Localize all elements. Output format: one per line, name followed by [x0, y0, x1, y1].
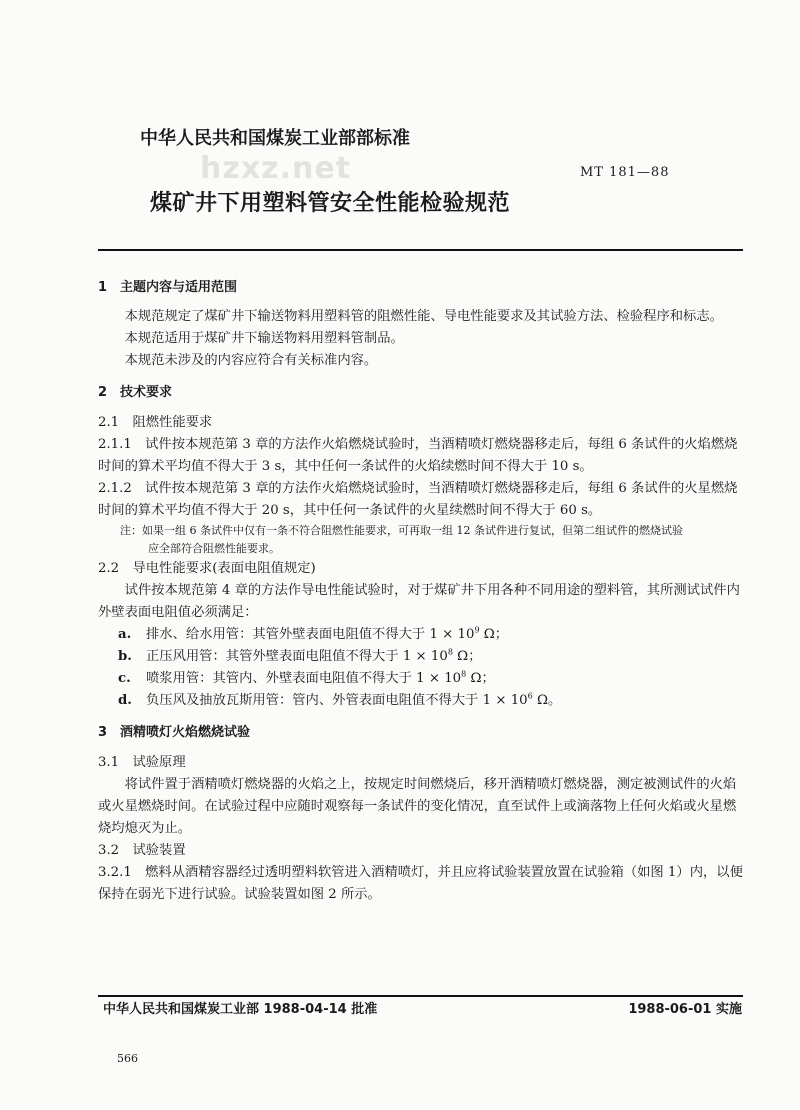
- list-text: 负压风及抽放瓦斯用管：管内、外管表面电阻值不得大于 1 × 10: [146, 693, 528, 708]
- list-key: b.: [118, 649, 132, 664]
- list-end: Ω；: [466, 671, 495, 686]
- standard-code: MT 181—88: [580, 165, 670, 180]
- paragraph: 2.1.2 试件按本规范第 3 章的方法作火焰燃烧试验时，当酒精喷灯燃烧器移走后，每组 6 条试件的火星燃烧时间的算术平均值不得大于 20 s，其中任何一条试件的火星续燃时间不得大于 60 s。: [98, 481, 738, 518]
- paragraph: 本规范适用于煤矿井下输送物料用塑料管制品。: [124, 331, 404, 346]
- paragraph: 将试件置于酒精喷灯燃烧器的火焰之上，按规定时间燃烧后，移开酒精喷灯燃烧器，测定被测试件的火焰或火星燃烧时间。在试验过程中应随时观察每一条试件的变化情况，直至试件上或滴落物上任何火焰或火星燃烧均熄灭为止。: [98, 777, 737, 836]
- watermark: hzxz.net: [200, 151, 352, 186]
- list-end: Ω；: [479, 627, 509, 642]
- list-text: 排水、给水用管：其管外壁表面电阻值不得大于 1 × 10: [146, 627, 475, 642]
- list-item: [98, 646, 744, 668]
- note: 注：如果一组 6 条试件中仅有一条不符合阻燃性能要求，可再取一组 12 条试件进行复试，但第二组试件的燃烧试验: [120, 524, 683, 537]
- effective-date: 1988-06-01 实施: [628, 1002, 742, 1017]
- paragraph: 本规范未涉及的内容应符合有关标准内容。: [124, 353, 378, 368]
- list-text: 喷浆用管：其管内、外壁表面电阻值不得大于 1 × 10: [146, 671, 462, 686]
- exponent: 8: [447, 647, 453, 657]
- list-key: a.: [118, 627, 132, 642]
- section-1: [98, 277, 744, 372]
- section-1-heading: 1 主题内容与适用范围: [98, 280, 238, 295]
- footer-rule: [98, 995, 743, 997]
- paragraph: 试件按本规范第 4 章的方法作导电性能试验时，对于煤矿井下用各种不同用途的塑料管，其所测试试件内外壁表面电阻值必须满足：: [98, 583, 740, 620]
- paragraph: 3.2.1 燃料从酒精容器经过透明塑料软管进入酒精喷灯，并且应将试验装置放置在试验箱（如图 1）内，以便保持在弱光下进行试验。试验装置如图 2 所示。: [98, 865, 743, 902]
- exponent: 8: [461, 669, 467, 679]
- subsection-heading: 2.1 阻燃性能要求: [98, 415, 213, 430]
- section-3-heading: 3 酒精喷灯火焰燃烧试验: [98, 725, 251, 740]
- paragraph: 本规范规定了煤矿井下输送物料用塑料管的阻燃性能、导电性能要求及其试验方法、检验程序和标志。: [124, 309, 723, 324]
- list-item: [98, 668, 744, 690]
- issuer-heading: 中华人民共和国煤炭工业部部标准: [140, 128, 410, 149]
- list-text: 正压风用管：其管外壁表面电阻值不得大于 1 × 10: [146, 649, 448, 664]
- document-body: [98, 277, 744, 906]
- subsection-heading: 3.1 试验原理: [98, 755, 186, 770]
- page-number: 566: [117, 1052, 138, 1065]
- list-item: [98, 624, 744, 646]
- header-rule: [98, 249, 743, 251]
- subsection-heading: 3.2 试验装置: [98, 843, 186, 858]
- subsection-heading: 2.2 导电性能要求(表面电阻值规定): [98, 561, 316, 576]
- approval-date: 中华人民共和国煤炭工业部 1988-04-14 批准: [103, 1002, 378, 1017]
- section-3: [98, 722, 744, 906]
- list-key: d.: [118, 693, 132, 708]
- section-2: [98, 382, 744, 712]
- exponent: 6: [527, 691, 533, 701]
- list-end: Ω；: [452, 649, 482, 664]
- list-key: c.: [118, 671, 131, 686]
- section-2-heading: 2 技术要求: [98, 385, 173, 400]
- document-title: 煤矿井下用塑料管安全性能检验规范: [150, 191, 511, 216]
- exponent: 9: [474, 625, 480, 635]
- list-item: [98, 690, 744, 712]
- paragraph: 2.1.1 试件按本规范第 3 章的方法作火焰燃烧试验时，当酒精喷灯燃烧器移走后，每组 6 条试件的火焰燃烧时间的算术平均值不得大于 3 s，其中任何一条试件的火焰续燃时间不得大于 10 s。: [98, 437, 738, 474]
- list-end: Ω。: [532, 693, 562, 708]
- note-continuation: 应全部符合阻燃性能要求。: [148, 542, 280, 555]
